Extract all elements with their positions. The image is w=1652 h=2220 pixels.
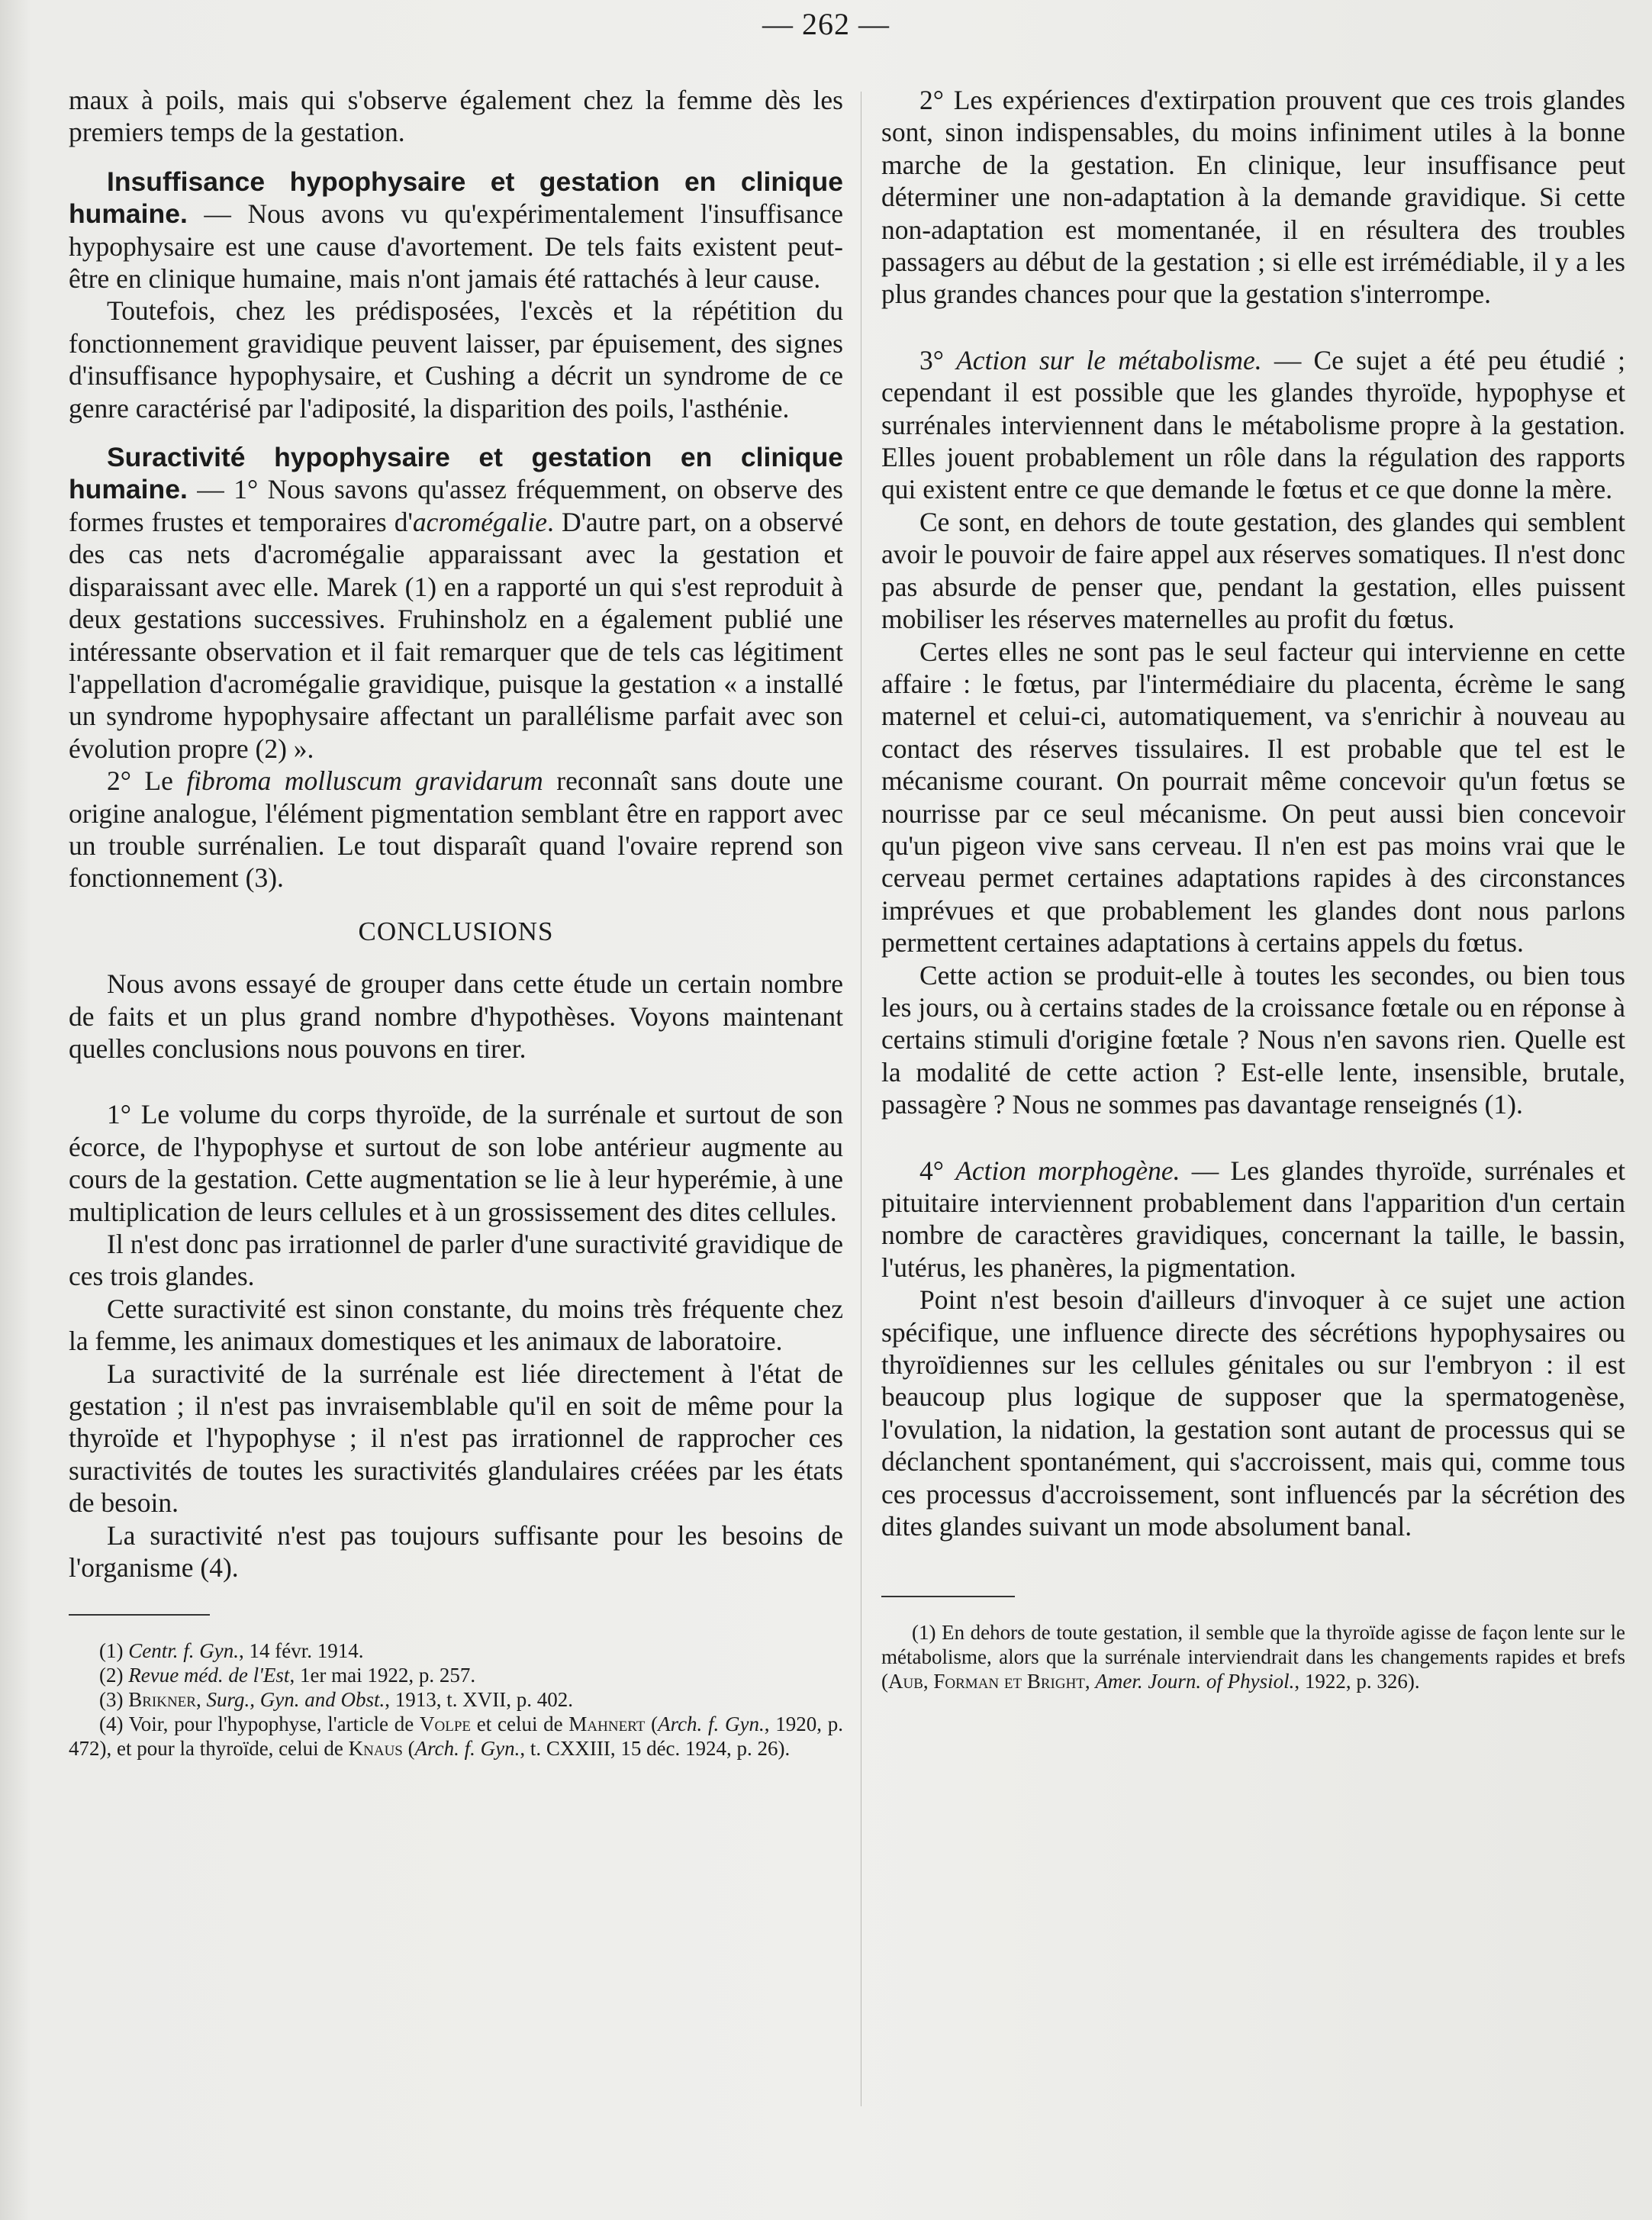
- paragraph: Insuffisance hypophysaire et gestation en clinique humaine. — Nous avons vu qu'expérimentalement l'insuffisance hypophysaire est une cause d'avortement. De tels faits existent peut-être en clinique humaine, mais n'ont jamais été rattachés à leur cause.: [69, 166, 843, 295]
- conclusions-heading: CONCLUSIONS: [358, 916, 554, 946]
- paragraph: Cette action se produit-elle à toutes les secondes, ou bien tous les jours, ou à certains stades de la croissance fœtale ou en réponse à certains stimuli d'origine fœtale ? Nous n'en savons rien. Quelle est la modalité de cette action ? Est-elle lente, insensible, brutale, passagère ? Nous ne sommes pas davantage renseignés (1).: [881, 959, 1625, 1120]
- paragraph: 3° Action sur le métabolisme. — Ce sujet a été peu étudié ; cependant il est possible que les glandes thyroïde, hypophyse et surrénales interviennent dans le métabolisme propre à la gestation. Elles jouent probablement un rôle dans la régulation des rapports qui existent entre ce que demande le fœtus et ce que donne la mère.: [881, 344, 1626, 505]
- page-number: — 262 —: [762, 7, 890, 41]
- paragraph: 1° Le volume du corps thyroïde, de la surrénale et surtout de son écorce, de l'hypophyse et surtout de son lobe antérieur augmente au cours de la gestation. Cette augmentation se lie à leur hyperémie, à une multiplication de leurs cellules et à un grossissement des dites cellules.: [69, 1099, 843, 1227]
- paragraph: Nous avons essayé de grouper dans cette étude un certain nombre de faits et un plus grand nombre d'hypothèses. Voyons maintenant quelles conclusions nous pouvons en tirer.: [69, 968, 843, 1064]
- footnote: (2) Revue méd. de l'Est, 1er mai 1922, p. 257.: [99, 1664, 476, 1687]
- footnote-rule: [881, 1596, 1015, 1597]
- footnotes: [69, 1638, 843, 1761]
- paragraph: Certes elles ne sont pas le seul facteur qui intervienne en cette affaire : le fœtus, par l'intermédiaire du placenta, écrème le sang maternel et celui-ci, automatiquement, va s'enrichir à nouveau au contact des réserves tissulaires. Il est probable que tel est le mécanisme courant. On pourrait même concevoir qu'un fœtus se nourrisse par ce seul mécanisme. On peut aussi bien concevoir qu'un pigeon vive sans cerveau. Il n'en est pas moins vrai que le cerveau permet certaines adaptations rapides à des circonstances imprévues et que probablement les glandes dont nous parlons permettent certaines adaptations à certains appels du fœtus.: [881, 636, 1625, 959]
- footnote: (4) Voir, pour l'hypophyse, l'article de Volpe et celui de Mahnert (Arch. f. Gyn., 1920, p. 472), et pour la thyroïde, celui de Knaus (Arch. f. Gyn., t. CXXIII, 15 déc. 1924, p. 26).: [69, 1713, 844, 1761]
- paragraph: Ce sont, en dehors de toute gestation, des glandes qui semblent avoir le pouvoir de faire appel aux réserves somatiques. Il n'est donc pas absurde de penser que, pendant la gestation, elles puissent mobiliser les réserves maternelles au profit du fœtus.: [881, 506, 1625, 635]
- paragraph: Toutefois, chez les prédisposées, l'excès et la répétition du fonctionnement gravidique peuvent laisser, par épuisement, des signes d'insuffisance hypophysaire, et Cushing a décrit un syndrome de ce genre caractérisé par l'adiposité, la disparition des poils, l'asthénie.: [69, 295, 843, 424]
- footnotes: [881, 1620, 1625, 1693]
- paragraph: 2° Le fibroma molluscum gravidarum reconnaît sans doute une origine analogue, l'élément pigmentation semblant être en rapport avec un trouble surrénalien. Le tout disparaît quand l'ovaire reprend son fonctionnement (3).: [69, 765, 843, 894]
- section-heading: Action sur le métabolisme.: [956, 344, 1262, 375]
- paragraph: Suractivité hypophysaire et gestation en clinique humaine. — 1° Nous savons qu'assez fréquemment, on observe des formes frustes et temporaires d'acromégalie. D'autre part, on a observé des cas nets d'acromégalie apparaissant avec la gestation et disparaissant avec elle. Marek (1) en a rapporté un qui s'est reproduit à deux gestations successives. Fruhinsholz en a également publié une intéressante observation et il fait remarquer que de tels cas légitiment l'appellation d'acromégalie gravidique, puisque la gestation « a installé un syndrome hypophysaire affectant un parallélisme parfait avec son évolution propre (2) ».: [69, 442, 843, 764]
- left-column: [69, 84, 843, 1761]
- section-heading: Suractivité hypophysaire et gestation en clinique humaine.: [69, 442, 843, 505]
- section-heading: Action morphogène.: [955, 1155, 1180, 1186]
- paragraph: maux à poils, mais qui s'observe également chez la femme dès les premiers temps de la gestation.: [69, 85, 843, 148]
- right-column: [881, 84, 1625, 1693]
- footnote: (1) En dehors de toute gestation, il semble que la thyroïde agisse de façon lente sur le métabolisme, alors que la surrénale interviendrait dans les changements rapides et brefs (Aub, Forman et Bright, Amer. Journ. of Physiol., 1922, p. 326).: [881, 1621, 1625, 1693]
- paragraph: Il n'est donc pas irrationnel de parler d'une suractivité gravidique de ces trois glandes.: [69, 1229, 843, 1292]
- paragraph: 4° Action morphogène. — Les glandes thyroïde, surrénales et pituitaire interviennent probablement dans l'apparition d'un certain nombre de caractères gravidiques, concernant la taille, le bassin, l'utérus, les phanères, la pigmentation.: [881, 1155, 1625, 1283]
- footnote-rule: [69, 1614, 210, 1616]
- paragraph: La suractivité n'est pas toujours suffisante pour les besoins de l'organisme (4).: [69, 1519, 843, 1584]
- footnote: (3) Brikner, Surg., Gyn. and Obst., 1913, t. XVII, p. 402.: [99, 1688, 573, 1712]
- section-heading: Insuffisance hypophysaire et gestation en clinique humaine.: [69, 166, 843, 230]
- paragraph: La suractivité de la surrénale est liée directement à l'état de gestation ; il n'est pas invraisemblable qu'il en soit de même pour la thyroïde et l'hypophyse ; il n'est pas irrationnel de rapprocher ces suractivités de toutes les suractivités glandulaires créées par les états de besoin.: [69, 1358, 843, 1519]
- paragraph: Point n'est besoin d'ailleurs d'invoquer à ce sujet une action spécifique, une influence directe des sécrétions hypophysaires ou thyroïdiennes sur les cellules génitales ou sur l'embryon : il est beaucoup plus logique de supposer que la spermatogenèse, l'ovulation, la nidation, la gestation sont autant de processus qui se déclanchent spontanément, qui s'accroissent, mais qui, comme tous ces processus d'accroissement, sont influencés par la sécrétion des dites glandes suivant un mode absolument banal.: [881, 1284, 1625, 1542]
- footnote: (1) Centr. f. Gyn., 14 févr. 1914.: [99, 1639, 364, 1663]
- paragraph: Cette suractivité est sinon constante, du moins très fréquente chez la femme, les animaux domestiques et les animaux de laboratoire.: [69, 1293, 843, 1357]
- paragraph: 2° Les expériences d'extirpation prouvent que ces trois glandes sont, sinon indispensables, du moins infiniment utiles à la bonne marche de la gestation. En clinique, leur insuffisance peut déterminer une non-adaptation à la demande gravidique. Si cette non-adaptation est momentanée, il en résultera des troubles passagers au début de la gestation ; si elle est irrémédiable, il y a les plus grandes chances pour que la gestation s'interrompe.: [881, 85, 1625, 310]
